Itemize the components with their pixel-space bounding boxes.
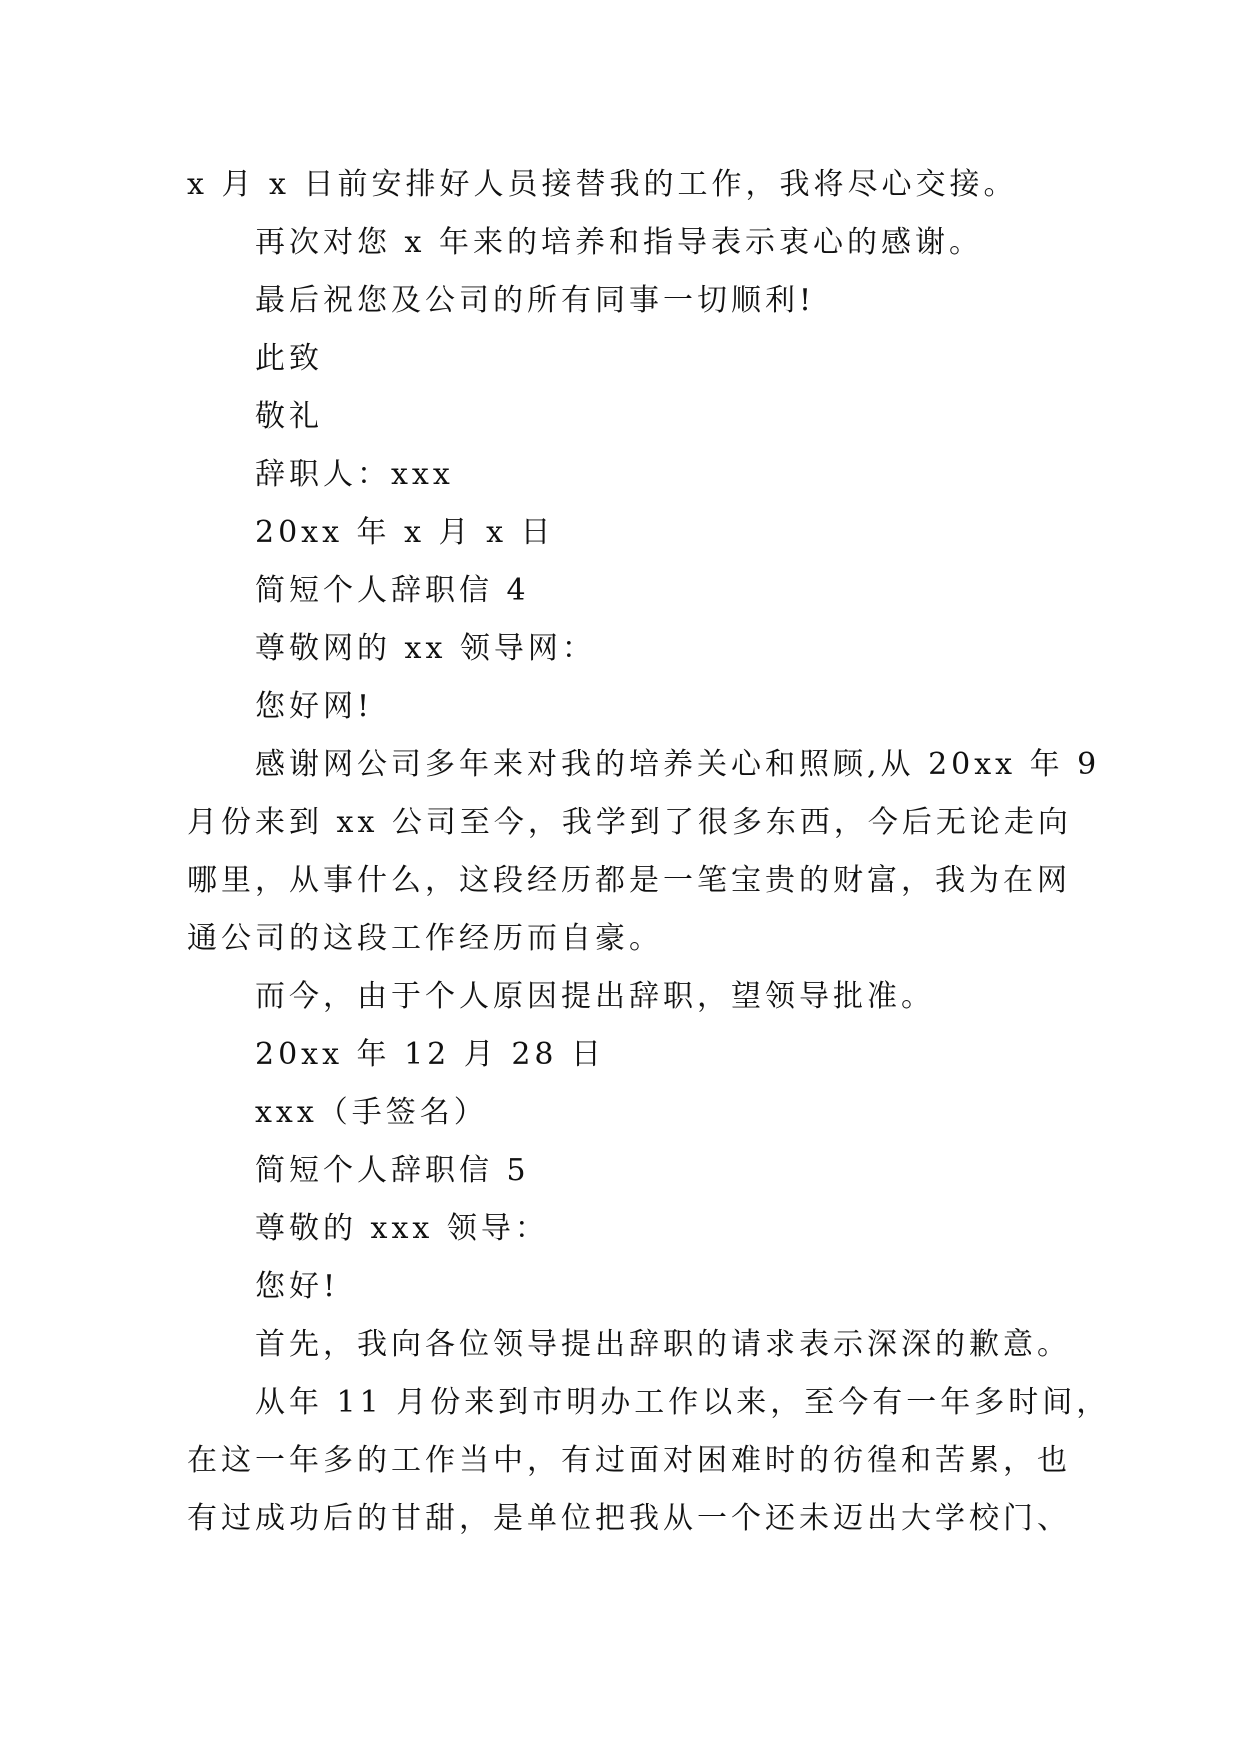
salutation-line: 尊敬的 xxx 领导：: [255, 1211, 549, 1246]
date-line: 20xx 年 x 月 x 日: [255, 515, 555, 550]
body-line: 月份来到 xx 公司至今，我学到了很多东西，今后无论走向: [187, 805, 1072, 840]
body-line: x 月 x 日前安排好人员接替我的工作，我将尽心交接。: [187, 167, 1018, 202]
signature-line: 辞职人：xxx: [255, 457, 454, 492]
body-line: 再次对您 x 年来的培养和指导表示衷心的感谢。: [255, 225, 983, 260]
greeting-line: 您好!: [255, 1269, 340, 1304]
body-line: 首先，我向各位领导提出辞职的请求表示深深的歉意。: [255, 1327, 1071, 1362]
body-line: 哪里，从事什么，这段经历都是一笔宝贵的财富，我为在网: [187, 863, 1071, 898]
section-heading: 简短个人辞职信 4: [255, 573, 530, 608]
salutation-line: 尊敬网的 xx 领导网：: [255, 631, 596, 666]
body-line: 在这一年多的工作当中，有过面对困难时的彷徨和苦累，也: [187, 1443, 1071, 1478]
body-line: 而今，由于个人原因提出辞职，望领导批准。: [255, 979, 935, 1014]
body-line: 从年 11 月份来到市明办工作以来，至今有一年多时间，: [255, 1385, 1111, 1420]
greeting-line: 您好网!: [255, 689, 374, 724]
closing-line: 此致: [255, 341, 323, 376]
date-line: 20xx 年 12 月 28 日: [255, 1037, 606, 1072]
body-line: 感谢网公司多年来对我的培养关心和照顾,从 20xx 年 9: [255, 747, 1101, 782]
closing-line: 敬礼: [255, 399, 323, 434]
body-line: 有过成功后的甘甜，是单位把我从一个还未迈出大学校门、: [187, 1501, 1071, 1536]
body-line: 通公司的这段工作经历而自豪。: [187, 921, 663, 956]
signature-line: xxx（手签名）: [255, 1095, 488, 1130]
body-line: 最后祝您及公司的所有同事一切顺利!: [255, 283, 816, 318]
section-heading: 简短个人辞职信 5: [255, 1153, 530, 1188]
letter-body: [187, 156, 1111, 1548]
